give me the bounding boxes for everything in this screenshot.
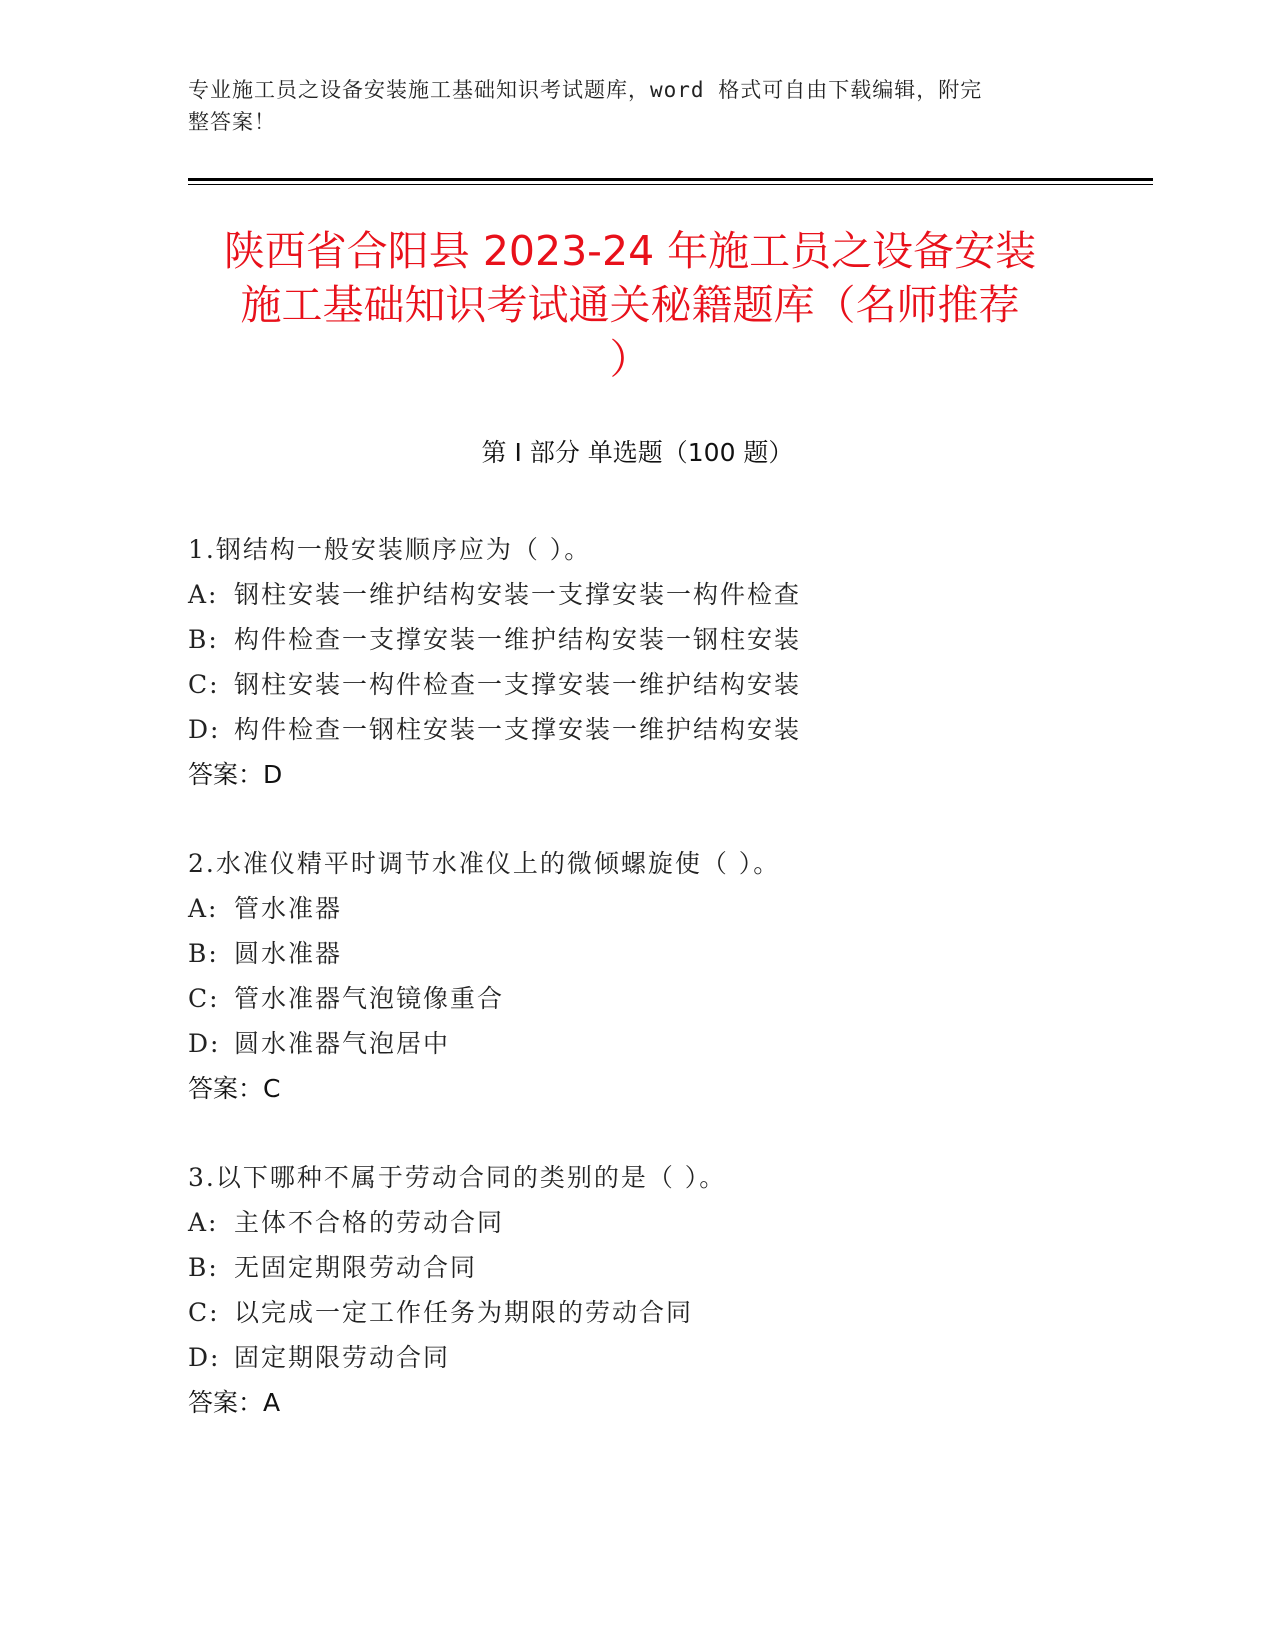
option-letter: D:: [188, 715, 221, 744]
question-item: [188, 527, 1148, 797]
answer-line: 答案：C: [188, 1074, 281, 1103]
option-d: [188, 1021, 1148, 1066]
option-text: 圆水准器: [234, 939, 343, 968]
question-stem: 1.钢结构一般安装顺序应为（ ）。: [188, 535, 592, 564]
option-d: [188, 1335, 1148, 1380]
option-letter: B:: [188, 1253, 219, 1282]
option-letter: C:: [188, 984, 220, 1013]
question-stem: 2.水准仪精平时调节水准仪上的微倾螺旋使（ ）。: [188, 849, 781, 878]
option-letter: D:: [188, 1343, 221, 1372]
question-item: [188, 1155, 1148, 1425]
header-note-line-2: 整答案！: [188, 110, 276, 134]
option-text: 构件检查一钢柱安装一支撑安装一维护结构安装: [234, 715, 802, 744]
document-title: [180, 224, 1080, 386]
question-stem: 3.以下哪种不属于劳动合同的类别的是（ ）。: [188, 1163, 727, 1192]
option-letter: B:: [188, 939, 219, 968]
option-text: 主体不合格的劳动合同: [234, 1208, 505, 1237]
option-text: 构件检查一支撑安装一维护结构安装一钢柱安装: [234, 625, 802, 654]
option-text: 固定期限劳动合同: [234, 1343, 451, 1372]
question-item: [188, 841, 1148, 1111]
option-a: [188, 1200, 1148, 1245]
document-title-line-3: ）: [609, 335, 651, 383]
option-text: 管水准器气泡镜像重合: [234, 984, 505, 1013]
option-text: 钢柱安装一构件检查一支撑安装一维护结构安装: [234, 670, 802, 699]
header-note: [188, 74, 1068, 138]
option-c: [188, 662, 1148, 707]
option-a: [188, 572, 1148, 617]
option-c: [188, 1290, 1148, 1335]
option-text: 钢柱安装一维护结构安装一支撑安装一构件检查: [234, 580, 802, 609]
option-d: [188, 707, 1148, 752]
question-list: [188, 527, 1148, 1469]
option-text: 圆水准器气泡居中: [234, 1029, 451, 1058]
option-letter: D:: [188, 1029, 221, 1058]
option-text: 以完成一定工作任务为期限的劳动合同: [234, 1298, 694, 1327]
header-rule-thin: [188, 184, 1153, 185]
option-b: [188, 1245, 1148, 1290]
document-title-line-1: 陕西省合阳县 2023-24 年施工员之设备安装: [223, 227, 1037, 275]
option-letter: A:: [188, 894, 219, 923]
header-note-line-1: 专业施工员之设备安装施工基础知识考试题库，word 格式可自由下载编辑，附完: [188, 78, 983, 102]
option-letter: C:: [188, 1298, 220, 1327]
answer-line: 答案：D: [188, 760, 283, 789]
option-b: [188, 931, 1148, 976]
option-text: 管水准器: [234, 894, 343, 923]
document-title-line-2: 施工基础知识考试通关秘籍题库（名师推荐: [240, 281, 1020, 329]
option-a: [188, 886, 1148, 931]
answer-line: 答案：A: [188, 1388, 281, 1417]
option-c: [188, 976, 1148, 1021]
option-b: [188, 617, 1148, 662]
option-letter: A:: [188, 580, 219, 609]
option-letter: C:: [188, 670, 220, 699]
header-rule-thick: [188, 178, 1153, 181]
option-letter: A:: [188, 1208, 219, 1237]
option-letter: B:: [188, 625, 219, 654]
option-text: 无固定期限劳动合同: [234, 1253, 478, 1282]
section-title: 第 I 部分 单选题（100 题）: [481, 438, 794, 467]
